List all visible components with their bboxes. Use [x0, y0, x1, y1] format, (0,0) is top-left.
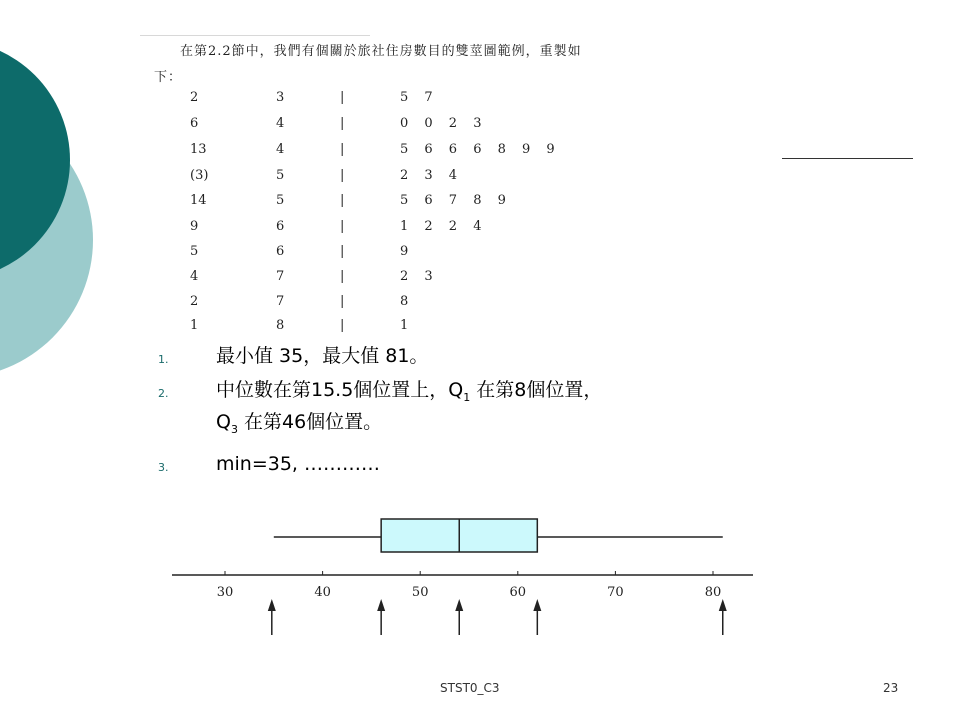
bullet-item-3	[158, 452, 798, 476]
x-tick-label: 40	[314, 585, 331, 600]
row-count: 1	[190, 318, 199, 333]
row-count: 2	[190, 294, 199, 309]
row-count: 4	[190, 269, 199, 284]
row-leaves: 5 7	[400, 90, 439, 105]
row-stem: 7	[276, 294, 285, 309]
bullet-text-part3: Q	[216, 410, 231, 433]
row-leaves: 2 3	[400, 269, 439, 284]
x-tick-label: 30	[216, 585, 234, 600]
row-separator: |	[340, 193, 345, 208]
row-separator: |	[340, 269, 345, 284]
row-separator: |	[340, 219, 345, 234]
bullet-text-part4: 在第46個位置。	[237, 410, 383, 433]
row-separator: |	[340, 294, 345, 309]
decorative-circles	[0, 0, 100, 380]
intro-line-2: 下：	[154, 70, 183, 85]
row-stem: 8	[276, 318, 285, 333]
row-count: 9	[190, 219, 199, 234]
row-leaves: 5 6 6 6 8 9 9	[400, 142, 561, 157]
bullet-number: 3.	[158, 460, 169, 474]
bullet-text-part1: 中位數在第15.5個位置上，Q	[216, 379, 464, 401]
row-count: 5	[190, 244, 199, 259]
page-number: 23	[883, 681, 899, 695]
bullet-number: 2.	[158, 387, 169, 400]
row-separator: |	[340, 90, 345, 105]
q3-subscript: 3	[230, 422, 238, 436]
arrow-head-icon	[533, 599, 541, 611]
row-stem: 7	[276, 269, 285, 284]
arrow-head-icon	[719, 599, 727, 611]
row-leaves: 8	[400, 294, 415, 309]
x-tick-label: 50	[411, 585, 429, 600]
bullet-text: min=35, …………	[216, 452, 381, 475]
row-stem: 3	[276, 90, 285, 105]
row-stem: 6	[276, 219, 285, 234]
bullet-item-2	[158, 378, 798, 442]
bullet-text-part2: 在第8個位置，	[470, 379, 603, 401]
bullet-number: 1.	[158, 353, 169, 366]
q1-subscript: 1	[463, 390, 471, 404]
row-separator: |	[340, 116, 345, 131]
x-tick-label: 60	[509, 585, 527, 600]
arrow-head-icon	[377, 599, 385, 611]
row-stem: 5	[276, 193, 285, 208]
row-count: (3)	[190, 168, 209, 183]
bullet-list	[158, 344, 798, 486]
footer-code: STST0_C3	[440, 681, 500, 695]
row-separator: |	[340, 142, 345, 157]
intro-text	[154, 38, 780, 85]
x-tick-label: 70	[607, 585, 624, 600]
row-count: 14	[190, 193, 207, 208]
row-leaves: 1 2 2 4	[400, 219, 488, 234]
scan-top-line	[140, 35, 370, 36]
row-stem: 6	[276, 244, 285, 259]
arrow-head-icon	[455, 599, 463, 611]
row-leaves: 9	[400, 244, 415, 259]
row-stem: 5	[276, 168, 285, 183]
boxplot-chart	[150, 505, 770, 640]
right-rule-line	[782, 158, 913, 159]
row-leaves: 1	[400, 318, 415, 333]
row-leaves: 5 6 7 8 9	[400, 193, 512, 208]
arrow-head-icon	[268, 599, 276, 611]
row-leaves: 0 0 2 3	[400, 116, 488, 131]
row-count: 6	[190, 116, 199, 131]
bullet-text: 最小值 35，最大值 81。	[216, 345, 429, 367]
row-stem: 4	[276, 142, 285, 157]
row-separator: |	[340, 168, 345, 183]
row-count: 2	[190, 90, 199, 105]
bullet-item-1	[158, 344, 798, 368]
row-stem: 4	[276, 116, 285, 131]
row-count: 13	[190, 142, 207, 157]
row-separator: |	[340, 244, 345, 259]
intro-line-1: 在第2.2節中，我們有個關於旅社住房數目的雙莖圖範例，重製如	[180, 44, 582, 59]
row-leaves: 2 3 4	[400, 168, 464, 183]
row-separator: |	[340, 318, 345, 333]
x-tick-label: 80	[704, 585, 722, 600]
